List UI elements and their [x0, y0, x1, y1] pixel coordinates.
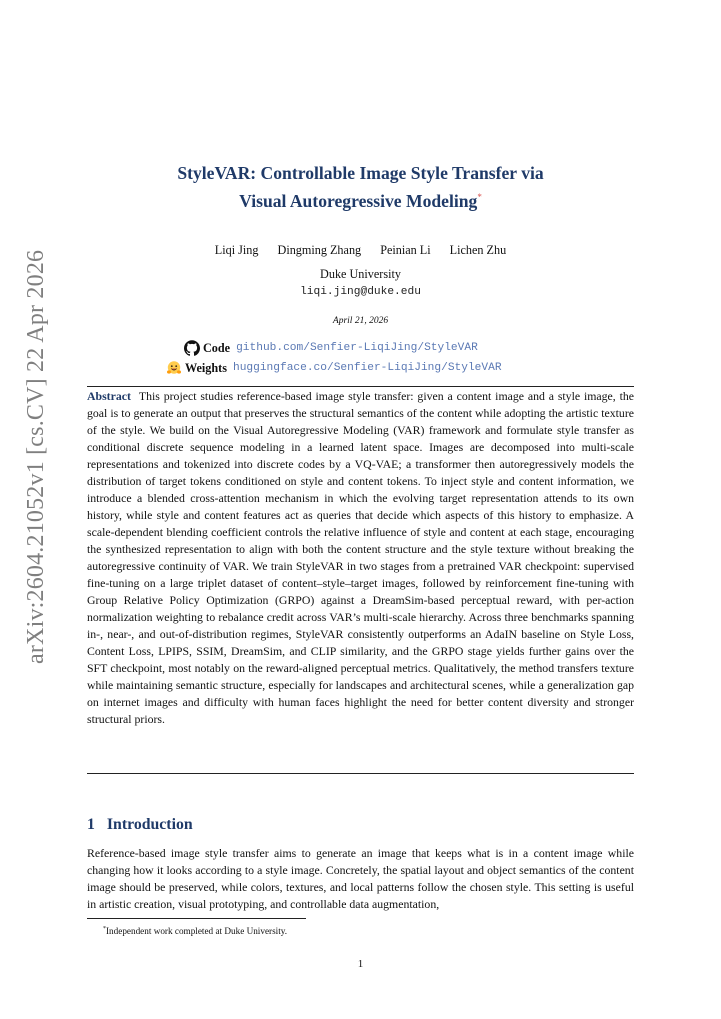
- weights-url-link[interactable]: huggingface.co/Senfier-LiqiJing/StyleVAR: [232, 362, 502, 374]
- footnote-mark: *: [103, 926, 106, 932]
- title-footnote-mark[interactable]: *: [477, 192, 482, 202]
- abstract-text: This project studies reference-based image style transfer: given a content image and a style image, the goal is to generate an output that preserves the structural semantics of the content while adopting the artistic texture of the style. We build on the Visual Autoregressive Modeling (VAR) framework and formulate style transfer as conditional discrete sequence modeling in a learned latent space. Images are decomposed into multi-scale representations and tokenized into discrete codes by a VQ-VAE; a transformer then autoregressively models the distribution of target tokens conditioned on style and content tokens. To inject style and content information, we introduce a blended cross-attention mechanism in which the evolving target representation attends to its own history, while style and content features act as queries that decide which aspects of this history to emphasize. A scale-dependent blending coefficient controls the relative influence of style and content at each stage, encouraging the synthesized representation to align with both the content structure and the style texture without breaking the autoregressive continuity of VAR. We train StyleVAR in two stages from a pretrained VAR checkpoint: supervised fine-tuning on a large triplet dataset of content–style–target images, followed by reinforcement fine-tuning with Group Relative Policy Optimization (GRPO) against a DreamSim-based perceptual reward, with per-action normalization weighting to rebalance credit across VAR’s multi-scale hierarchy. Across three benchmarks spanning in-, near-, and out-of-distribution regimes, StyleVAR consistently outperforms an AdaIN baseline on Style Loss, Content Loss, LPIPS, SSIM, DreamSim, and CLIP similarity, and the GRPO stage yields further gains over the SFT checkpoint, most notably on the reward-aligned perceptual metrics. Qualitatively, the method transfers texture while maintaining semantic structure, especially for landscapes and architectural scenes, while a generalization gap on internet images and difficulty with human faces highlight the need for better content diversity and stronger structural priors.: [87, 389, 634, 726]
- arxiv-stamp: arXiv:2604.21052v1 [cs.CV] 22 Apr 2026: [23, 249, 49, 664]
- author-name: Lichen Zhu: [449, 243, 507, 257]
- footnote-text: Independent work completed at Duke University.: [106, 926, 288, 936]
- abstract-bottom-rule: [87, 773, 634, 774]
- author-list: [0, 241, 721, 259]
- code-url-link[interactable]: github.com/Senfier-LiqiJing/StyleVAR: [236, 342, 478, 354]
- introduction-paragraph: Reference-based image style transfer aims to generate an image that keeps what is in a content image while changing how it looks according to a style image. Concretely, the spatial layout and object semantics of the content image should be preserved, while colors, textures, and local patterns follow the chosen style. This setting is useful in artistic creation, visual prototyping, and controllable data augmentation,: [87, 846, 634, 911]
- code-link-row: [184, 339, 604, 357]
- section-title: Introduction: [106, 816, 193, 833]
- weights-label: Weights: [185, 361, 227, 375]
- title-line-2: Visual Autoregressive Modeling*: [239, 191, 482, 211]
- abstract-heading: Abstract: [87, 389, 131, 403]
- publication-date: April 21, 2026: [332, 316, 389, 326]
- author-name: Peinian Li: [380, 243, 431, 257]
- author-name: Liqi Jing: [214, 243, 259, 257]
- title-line-1: StyleVAR: Controllable Image Style Transfer via: [177, 163, 544, 183]
- paper-title: [0, 161, 721, 213]
- author-email[interactable]: liqi.jing@duke.edu: [300, 286, 421, 298]
- abstract-top-rule: [87, 386, 634, 387]
- code-label: Code: [203, 341, 231, 355]
- huggingface-icon: [166, 360, 182, 376]
- github-icon: [184, 340, 200, 356]
- section-heading: [87, 815, 193, 835]
- abstract-block: [87, 388, 634, 728]
- author-name: Dingming Zhang: [277, 243, 362, 257]
- affiliation: Duke University: [320, 267, 401, 281]
- section-number: 1: [87, 816, 95, 833]
- footnote: [103, 923, 287, 937]
- weights-link-row: [166, 359, 586, 377]
- footnote-rule: [87, 918, 306, 919]
- page-number: 1: [357, 958, 364, 970]
